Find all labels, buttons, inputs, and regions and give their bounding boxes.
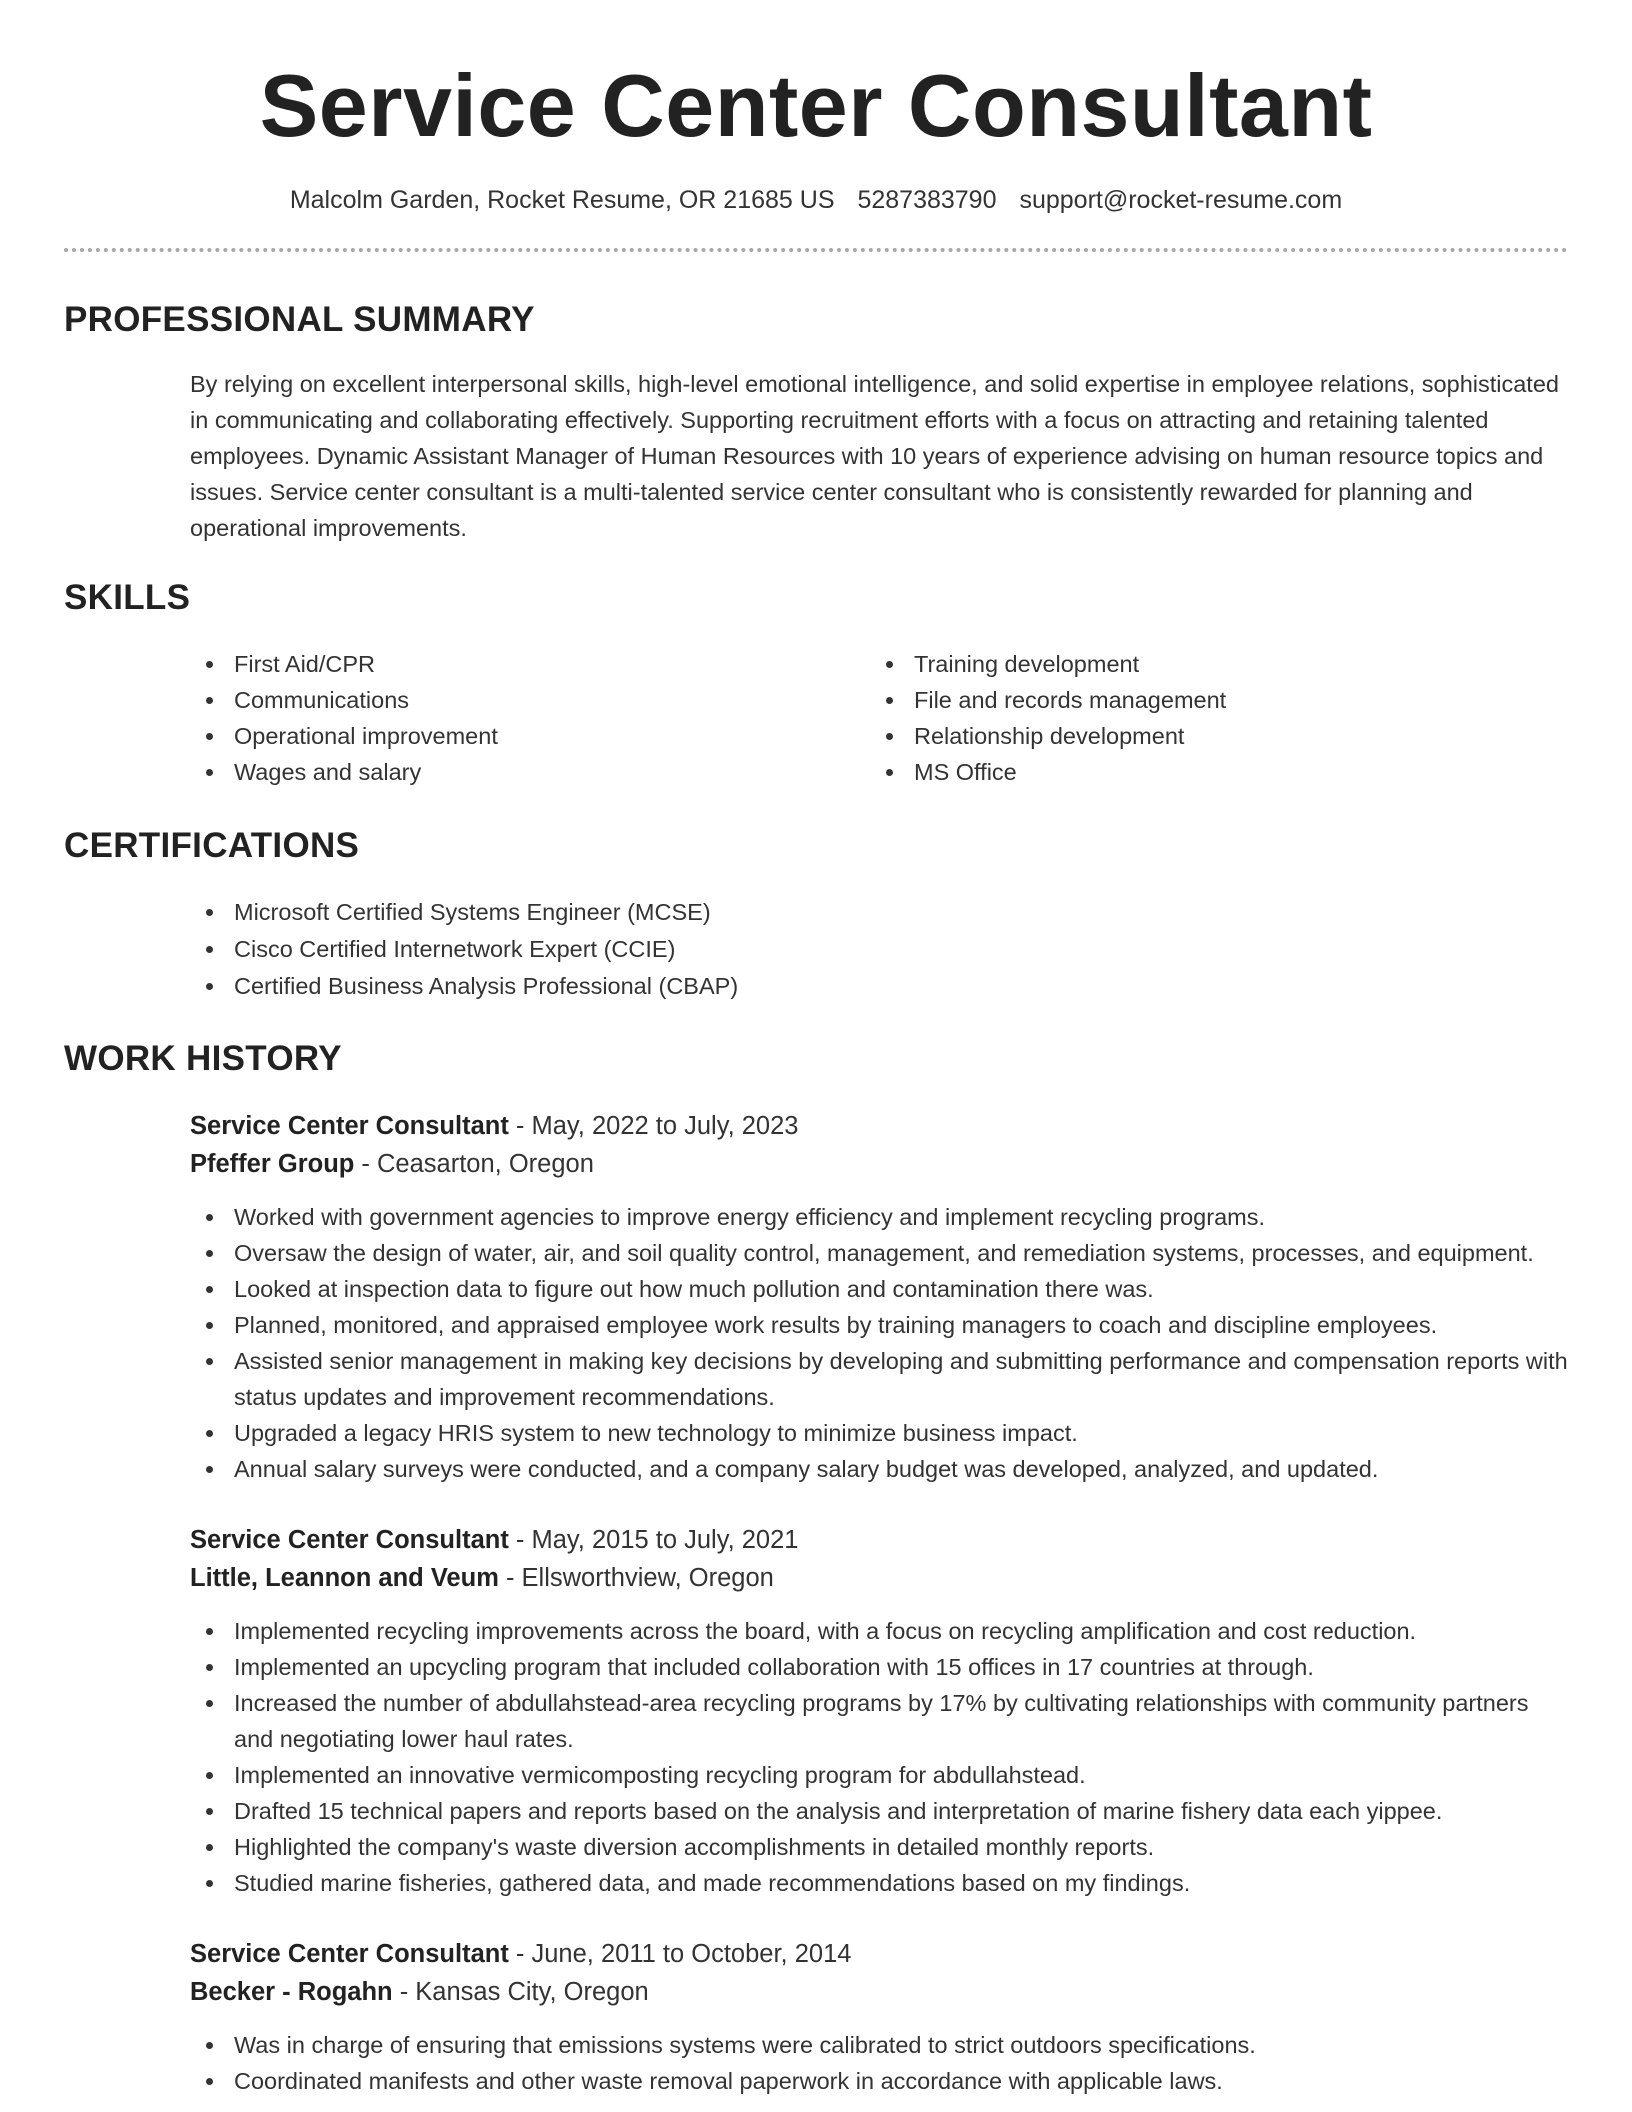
job-bullet: Upgraded a legacy HRIS system to new technology to minimize business impact. [190, 1415, 1568, 1451]
skills-columns [190, 646, 1568, 790]
job-company-line [190, 1973, 1568, 2011]
job-company-line [190, 1145, 1568, 1183]
job-dates: - May, 2022 to July, 2023 [508, 1112, 799, 1140]
skill-item: File and records management [870, 682, 1550, 718]
skill-item: Operational improvement [190, 718, 870, 754]
certifications-title: CERTIFICATIONS [64, 826, 360, 865]
work-history-section [64, 1037, 1568, 2099]
job-company: Pfeffer Group [190, 1150, 355, 1178]
summary-text: By relying on excellent interpersonal skills, high-level emotional intelligence, and solid expertise in employee relations, sophisticated in communicating and collaborating effectively. Supporting recruitment efforts with a focus on attracting and retaining talented employees. Dynamic Assistant Manager of Human Resources with 10 years of experience advising on human resource topics and issues. Service center consultant is a multi-talented service center consultant who is consistently rewarded for planning and operational improvements. [190, 371, 1559, 541]
job-company-line [190, 1559, 1568, 1597]
job-role: Service Center Consultant [190, 1112, 509, 1140]
skills-title: SKILLS [64, 578, 191, 617]
certification-item: Certified Business Analysis Professional (CBAP) [190, 968, 1568, 1005]
job-bullet: Implemented recycling improvements across the board, with a focus on recycling amplification and cost reduction. [190, 1613, 1568, 1649]
header-divider [64, 248, 1568, 252]
certification-item: Microsoft Certified Systems Engineer (MCSE) [190, 894, 1568, 931]
job-location: - Ellsworthview, Oregon [498, 1564, 774, 1592]
job-bullet: Annual salary surveys were conducted, and a company salary budget was developed, analyzed, and updated. [190, 1451, 1568, 1487]
job-location: - Kansas City, Oregon [392, 1978, 649, 2006]
candidate-name: Service Center Consultant [259, 56, 1373, 155]
job-bullet: Drafted 15 technical papers and reports based on the analysis and interpretation of marine fishery data each yippee. [190, 1793, 1568, 1829]
skill-item: Wages and salary [190, 754, 870, 790]
job-role-line [190, 1107, 1568, 1145]
job-bullet: Increased the number of abdullahstead-area recycling programs by 17% by cultivating relationships with community partners and negotiating lower haul rates. [190, 1685, 1568, 1757]
job-bullet: Planned, monitored, and appraised employee work results by training managers to coach and discipline employees. [190, 1307, 1568, 1343]
job-bullets [190, 1199, 1568, 1487]
skills-section [64, 576, 1568, 790]
job-entry [190, 1107, 1568, 1487]
job-bullet: Was in charge of ensuring that emissions systems were calibrated to strict outdoors specifications. [190, 2027, 1568, 2063]
job-role-line [190, 1521, 1568, 1559]
job-company: Becker - Rogahn [190, 1978, 393, 2006]
job-dates: - May, 2015 to July, 2021 [508, 1526, 799, 1554]
job-bullet: Looked at inspection data to figure out how much pollution and contamination there was. [190, 1271, 1568, 1307]
job-bullet: Assisted senior management in making key decisions by developing and submitting performance and compensation reports with status updates and improvement recommendations. [190, 1343, 1568, 1415]
skill-item: Relationship development [870, 718, 1550, 754]
job-bullet: Implemented an innovative vermicomposting recycling program for abdullahstead. [190, 1757, 1568, 1793]
job-bullet: Highlighted the company's waste diversion accomplishments in detailed monthly reports. [190, 1829, 1568, 1865]
skill-item: Communications [190, 682, 870, 718]
summary-title: PROFESSIONAL SUMMARY [64, 300, 535, 339]
job-bullets [190, 2027, 1568, 2099]
job-bullet: Studied marine fisheries, gathered data, and made recommendations based on my findings. [190, 1865, 1568, 1901]
job-location: - Ceasarton, Oregon [354, 1150, 594, 1178]
job-bullet: Worked with government agencies to improve energy efficiency and implement recycling programs. [190, 1199, 1568, 1235]
job-entry [190, 1521, 1568, 1901]
contact-phone: 5287383790 [857, 186, 997, 214]
contact-address: Malcolm Garden, Rocket Resume, OR 21685 US [289, 186, 835, 214]
skill-item: First Aid/CPR [190, 646, 870, 682]
job-bullet: Implemented an upcycling program that included collaboration with 15 offices in 17 countries at through. [190, 1649, 1568, 1685]
summary-section [64, 298, 1568, 546]
job-entry [190, 1935, 1568, 2099]
job-bullet: Coordinated manifests and other waste removal paperwork in accordance with applicable laws. [190, 2063, 1568, 2099]
certifications-list [190, 894, 1568, 1005]
job-dates: - June, 2011 to October, 2014 [508, 1940, 852, 1968]
contact-email: support@rocket-resume.com [1019, 186, 1343, 214]
certification-item: Cisco Certified Internetwork Expert (CCIE) [190, 931, 1568, 968]
certifications-section [64, 824, 1568, 1005]
job-role: Service Center Consultant [190, 1940, 509, 1968]
skills-right-list [870, 646, 1550, 790]
job-company: Little, Leannon and Veum [190, 1564, 499, 1592]
work-history-title: WORK HISTORY [64, 1039, 342, 1078]
skill-item: Training development [870, 646, 1550, 682]
job-bullets [190, 1613, 1568, 1901]
job-role-line [190, 1935, 1568, 1973]
job-bullet: Oversaw the design of water, air, and soil quality control, management, and remediation systems, processes, and equipment. [190, 1235, 1568, 1271]
job-role: Service Center Consultant [190, 1526, 509, 1554]
skill-item: MS Office [870, 754, 1550, 790]
skills-left-list [190, 646, 870, 790]
contact-line [64, 184, 1568, 216]
